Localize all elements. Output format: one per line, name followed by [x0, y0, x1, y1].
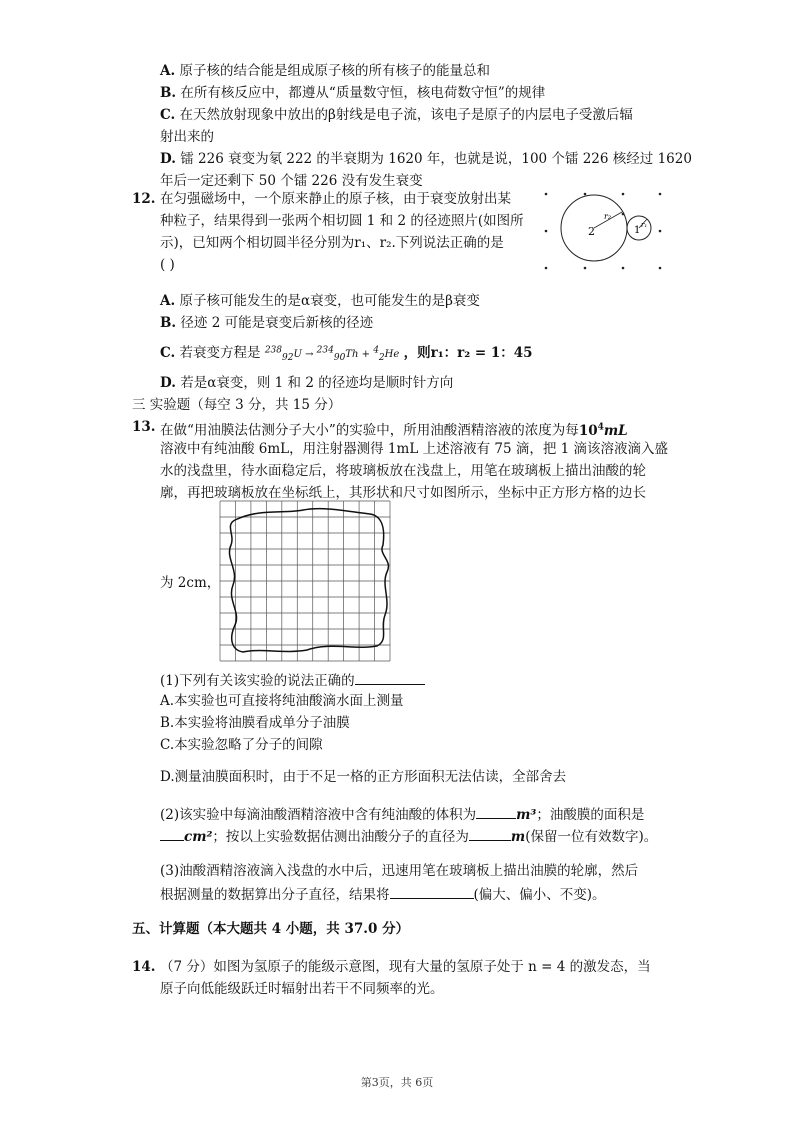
q11-option-d — [160, 148, 692, 170]
q13-part-2-text: (2)该实验中每滴油酸酒精溶液中含有纯油酸的体积为 — [160, 807, 477, 823]
q13-number: 13. — [132, 419, 156, 435]
coordinate-grid — [220, 501, 390, 661]
option-label: B. — [160, 315, 177, 331]
option-label: D. — [160, 151, 176, 167]
q13-stem-4: 廓，再把玻璃板放在坐标纸上，其形状和尺寸如图所示，坐标中正方形方格的边长 — [160, 485, 646, 501]
answer-blank[interactable] — [355, 668, 425, 685]
decay-equation: $^{238}_{92}$U → $^{234}_{90}$Th + $^4_2$He — [264, 345, 400, 363]
option-label: A. — [160, 293, 176, 309]
option-text: 在所有核反应中，都遵从“质量数守恒，核电荷数守恒”的规律 — [180, 85, 546, 101]
q13-part-1-option-d: D.测量油膜面积时，由于不足一格的正方形面积无法估读，全部舍去 — [160, 769, 567, 785]
q13-part-2-text: ；油酸膜的面积是 — [536, 807, 645, 823]
q14-number: 14. — [132, 959, 156, 975]
q12-stem-1: 在匀强磁场中，一个原来静止的原子核，由于衰变放射出某 — [160, 191, 511, 207]
option-label: A. — [160, 63, 176, 79]
q13-part-2-line-1 — [160, 802, 644, 826]
q11-option-d-cont: 年后一定还剩下 50 个镭 226 没有发生衰变 — [160, 173, 423, 189]
q13-stem-2: 溶液中有纯油酸 6mL，用注射器测得 1mL 上述溶液有 75 滴，把 1 滴该溶液滴入盛 — [160, 441, 669, 457]
q13-part-1 — [160, 668, 425, 692]
page-footer: 第3页，共 6页 — [360, 1076, 434, 1089]
q13-part-1-text: (1)下列有关该实验的说法正确的 — [160, 673, 355, 689]
option-text: 镭 226 衰变为氡 222 的半衰期为 1620 年，也就是说，100 个镭 226 核经过 1620 — [180, 151, 692, 167]
option-text: 在天然放射现象中放出的β射线是电子流，该电子是原子的内层电子受激后辐 — [179, 107, 633, 123]
q11-option-b — [160, 82, 545, 104]
q11-option-c-cont: 射出来的 — [160, 129, 214, 145]
option-text: 原子核可能发生的是α衰变，也可能发生的是β衰变 — [179, 293, 480, 309]
q12-stem-3: 示)，已知两个相切圆半径分别为r₁、r₂.下列说法正确的是 — [160, 235, 504, 251]
option-label: B. — [160, 85, 177, 101]
option-text: 若衰变方程是 — [179, 345, 261, 361]
q12-option-c — [160, 342, 533, 366]
q11-option-a — [160, 60, 490, 82]
q13-part-3-text: (偏大、偏小、不变)。 — [473, 887, 606, 903]
q13-stem-3: 水的浅盘里，待水面稳定后，将玻璃板放在浅盘上，用笔在玻璃板上描出油酸的轮 — [160, 463, 646, 479]
q13-part-3-line-2 — [160, 882, 606, 906]
option-text: 原子核的结合能是组成原子核的所有核子的能量总和 — [179, 63, 490, 79]
q12-stem-4: ( ) — [160, 257, 175, 273]
option-text: 径迹 2 可能是衰变后新核的径迹 — [180, 315, 374, 331]
option-label: C. — [160, 107, 176, 123]
q13-part-2-text: (保留一位有效数字)。 — [525, 829, 658, 845]
option-text: 若是α衰变，则 1 和 2 的径迹均是顺时针方向 — [180, 375, 454, 391]
q13-part-1-option-a: A.本实验也可直接将纯油酸滴水面上测量 — [160, 693, 404, 709]
q13-part-1-option-b: B.本实验将油膜看成单分子油膜 — [160, 715, 350, 731]
circle-2-label: 2 — [588, 225, 595, 238]
q12-track-figure — [538, 186, 668, 274]
q13-stem-text: 在做“用油膜法估测分子大小”的实验中，所用油酸酒精溶液的浓度为每 — [160, 422, 579, 439]
q11-option-c — [160, 104, 633, 126]
option-label: D. — [160, 375, 176, 391]
option-label: C. — [160, 345, 176, 361]
q12-option-d — [160, 372, 453, 394]
answer-blank[interactable] — [469, 824, 511, 841]
q13-part-2-text: ；按以上实验数据估测出油酸分子的直径为 — [212, 829, 469, 845]
q13-part-3-line-1: (3)油酸酒精溶液滴入浅盘的水中后，迅速用笔在玻璃板上描出油膜的轮廓，然后 — [160, 863, 639, 879]
section-5-title: 五、计算题（本大题共 4 小题，共 37.0 分） — [132, 921, 410, 937]
unit-m3: m³ — [516, 807, 537, 823]
r1-label: r₁ — [641, 221, 648, 229]
answer-blank[interactable] — [390, 882, 474, 899]
q13-part-1-option-c: C.本实验忽略了分子的间隙 — [160, 737, 323, 753]
q12-option-b — [160, 312, 373, 334]
q12-option-a — [160, 290, 480, 312]
answer-blank[interactable] — [476, 802, 516, 819]
circle-1-label: 1 — [634, 225, 641, 236]
r2-label: r₂ — [604, 212, 612, 221]
unit-m: m — [510, 829, 526, 845]
q13-part-3-text: 根据测量的数据算出分子直径，结果将 — [160, 887, 390, 903]
unit-cm2: cm² — [184, 829, 213, 845]
concentration-value: $10^4mL$ — [578, 422, 628, 439]
answer-blank[interactable] — [160, 824, 184, 841]
q12-stem-2: 种粒子，结果得到一张两个相切圆 1 和 2 的径迹照片(如图所 — [160, 213, 524, 229]
q13-oil-film-grid — [215, 500, 405, 662]
q14-line-2: 原子向低能级跃迁时辐射出若干不同频率的光。 — [160, 981, 444, 997]
oil-film-outline — [229, 509, 388, 652]
q13-part-2-line-2 — [160, 824, 657, 848]
section-3-title: 三 实验题（每空 3 分，共 15 分） — [132, 397, 342, 413]
option-text-post: ，则r₁：r₂ = 1：45 — [403, 345, 533, 361]
q14-line-1: （7 分）如图为氢原子的能级示意图，现有大量的氢原子处于 n = 4 的激发态，当 — [160, 959, 651, 975]
magnetic-field-dots — [545, 193, 662, 270]
q13-side-length-label: 为 2cm， — [160, 575, 221, 591]
q12-number: 12. — [132, 191, 156, 207]
